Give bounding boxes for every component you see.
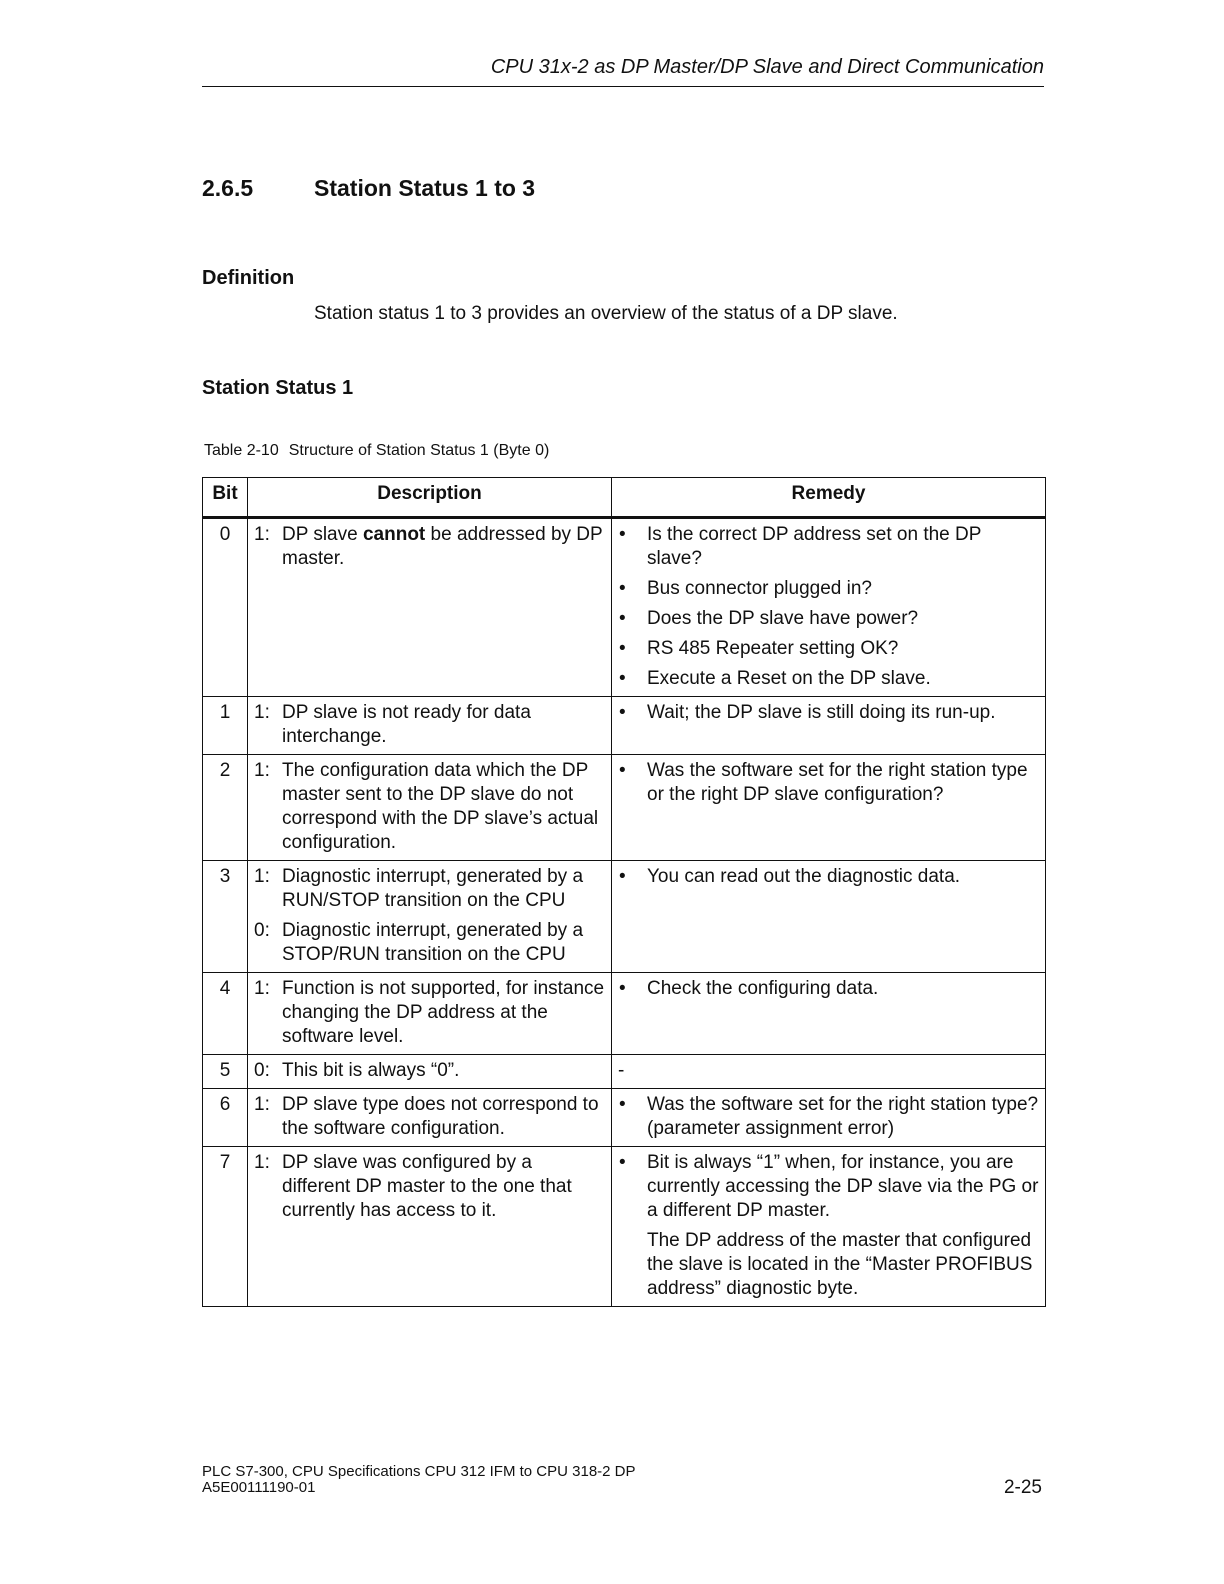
- bit-cell: 0: [203, 518, 248, 697]
- table-row: [203, 697, 1046, 755]
- bit-value-code: 1:: [254, 978, 270, 999]
- remedy-text: Is the correct DP address set on the DP slave?: [647, 524, 982, 569]
- bullet-icon: •: [619, 668, 626, 689]
- description-cell: [248, 1147, 612, 1307]
- description-text-part: DP slave: [282, 524, 363, 545]
- remedy-text: Does the DP slave have power?: [647, 608, 919, 629]
- bit-cell: 1: [203, 697, 248, 755]
- description-entry: [254, 523, 605, 571]
- bullet-icon: •: [619, 1094, 626, 1115]
- description-text: This bit is always “0”.: [282, 1060, 460, 1081]
- bullet-icon: •: [619, 524, 626, 545]
- bit-value-code: 1:: [254, 866, 270, 887]
- remedy-text: Was the software set for the right station type or the right DP slave configuration?: [647, 760, 1028, 805]
- table-row: [203, 973, 1046, 1055]
- table-row: [203, 1089, 1046, 1147]
- remedy-cell: [612, 1089, 1046, 1147]
- description-text-part: be addressed by DP master.: [282, 524, 603, 569]
- description-text: DP slave is not ready for data interchange.: [282, 702, 531, 747]
- table-row: [203, 861, 1046, 973]
- description-entry: [254, 701, 605, 749]
- table-caption-text: Structure of Station Status 1 (Byte 0): [288, 442, 550, 459]
- remedy-text: Execute a Reset on the DP slave.: [647, 668, 931, 689]
- bit-cell: 7: [203, 1147, 248, 1307]
- remedy-item: [618, 637, 1039, 661]
- description-cell: [248, 861, 612, 973]
- remedy-item: [618, 701, 1039, 725]
- table-row: [203, 1055, 1046, 1089]
- remedy-text: Bus connector plugged in?: [647, 578, 872, 599]
- description-text: DP slave type does not correspond to the software configuration.: [282, 1094, 599, 1139]
- table-body: [203, 518, 1046, 1307]
- remedy-cell: [612, 697, 1046, 755]
- definition-text: Station status 1 to 3 provides an overview of the status of a DP slave.: [314, 303, 898, 324]
- bullet-icon: •: [619, 638, 626, 659]
- remedy-cell: [612, 755, 1046, 861]
- remedy-text: Bit is always “1” when, for instance, you are currently accessing the DP slave via the PG or a different DP master.: [647, 1152, 1039, 1221]
- remedy-item: [618, 1151, 1039, 1223]
- remedy-item: [618, 1093, 1039, 1141]
- bit-value-code: 0:: [254, 1060, 270, 1081]
- description-cell: [248, 1089, 612, 1147]
- remedy-cell: [612, 1055, 1046, 1089]
- description-text: Function is not supported, for instance changing the DP address at the software level.: [282, 978, 605, 1047]
- column-header-description: Description: [248, 478, 612, 518]
- remedy-text: Wait; the DP slave is still doing its run-up.: [647, 702, 996, 723]
- bit-value-code: 1:: [254, 760, 270, 781]
- table-caption-label: Table 2-10: [204, 442, 279, 459]
- footer-left: [202, 1464, 636, 1496]
- bit-cell: 3: [203, 861, 248, 973]
- remedy-cell: [612, 1147, 1046, 1307]
- remedy-note: The DP address of the master that configured the slave is located in the “Master PROFIBUS address” diagnostic byte.: [647, 1230, 1033, 1299]
- running-header: CPU 31x-2 as DP Master/DP Slave and Direct Communication: [202, 54, 1044, 87]
- column-header-remedy: Remedy: [612, 478, 1046, 518]
- remedy-item: [618, 523, 1039, 571]
- bullet-icon: •: [619, 702, 626, 723]
- bit-cell: 6: [203, 1089, 248, 1147]
- remedy-cell: [612, 518, 1046, 697]
- remedy-text: Check the configuring data.: [647, 978, 879, 999]
- bit-value-code: 1:: [254, 524, 270, 545]
- table-header-row: [203, 478, 1046, 518]
- description-cell: [248, 755, 612, 861]
- description-emphasis: cannot: [362, 524, 426, 545]
- description-text: Diagnostic interrupt, generated by a STOP/RUN transition on the CPU: [282, 920, 584, 965]
- remedy-item: [618, 759, 1039, 807]
- remedy-text: RS 485 Repeater setting OK?: [647, 638, 899, 659]
- footer-order-number: A5E00111190-01: [202, 1479, 316, 1496]
- section-number: 2.6.5: [202, 175, 254, 201]
- bit-value-code: 1:: [254, 702, 270, 723]
- description-text: [282, 523, 605, 571]
- description-entry: [254, 1151, 605, 1223]
- description-cell: [248, 973, 612, 1055]
- description-entry: [254, 919, 605, 967]
- remedy-item: [618, 865, 1039, 889]
- description-entry: [254, 865, 605, 913]
- station-status-1-heading: Station Status 1: [202, 377, 354, 399]
- bit-cell: 4: [203, 973, 248, 1055]
- footer-manual-title: PLC S7-300, CPU Specifications CPU 312 IFM to CPU 318-2 DP: [202, 1463, 636, 1480]
- description-text: The configuration data which the DP master sent to the DP slave do not correspond with the DP slave’s actual configuration.: [282, 760, 599, 853]
- bit-cell: 2: [203, 755, 248, 861]
- remedy-item: [618, 577, 1039, 601]
- column-header-bit: Bit: [203, 478, 248, 518]
- table-row: [203, 518, 1046, 697]
- remedy-dash: -: [618, 1060, 625, 1081]
- bullet-icon: •: [619, 578, 626, 599]
- page-number: 2-25: [1003, 1477, 1042, 1498]
- remedy-cell: [612, 973, 1046, 1055]
- description-entry: [254, 1093, 605, 1141]
- remedy-item: [618, 977, 1039, 1001]
- section-title: Station Status 1 to 3: [314, 175, 536, 201]
- table-row: [203, 755, 1046, 861]
- description-cell: [248, 1055, 612, 1089]
- description-text: Diagnostic interrupt, generated by a RUN/STOP transition on the CPU: [282, 866, 584, 911]
- remedy-cell: [612, 861, 1046, 973]
- bullet-icon: •: [619, 978, 626, 999]
- bit-value-code: 1:: [254, 1152, 270, 1173]
- table-caption: [204, 441, 549, 461]
- table-row: [203, 1147, 1046, 1307]
- bullet-icon: •: [619, 1152, 626, 1173]
- remedy-item: [618, 667, 1039, 691]
- description-cell: [248, 697, 612, 755]
- description-entry: [254, 977, 605, 1049]
- remedy-text: Was the software set for the right station type? (parameter assignment error): [647, 1094, 1039, 1139]
- remedy-text: You can read out the diagnostic data.: [647, 866, 961, 887]
- bullet-icon: •: [619, 866, 626, 887]
- bit-value-code: 0:: [254, 920, 270, 941]
- bit-cell: 5: [203, 1055, 248, 1089]
- description-cell: [248, 518, 612, 697]
- station-status-table: [202, 477, 1046, 1307]
- remedy-item: [618, 607, 1039, 631]
- description-entry: [254, 759, 605, 855]
- definition-heading: Definition: [202, 267, 295, 289]
- bullet-icon: •: [619, 608, 626, 629]
- description-entry: [254, 1059, 605, 1083]
- description-text: DP slave was configured by a different DP master to the one that currently has access to it.: [282, 1152, 572, 1221]
- bit-value-code: 1:: [254, 1094, 270, 1115]
- bullet-icon: •: [619, 760, 626, 781]
